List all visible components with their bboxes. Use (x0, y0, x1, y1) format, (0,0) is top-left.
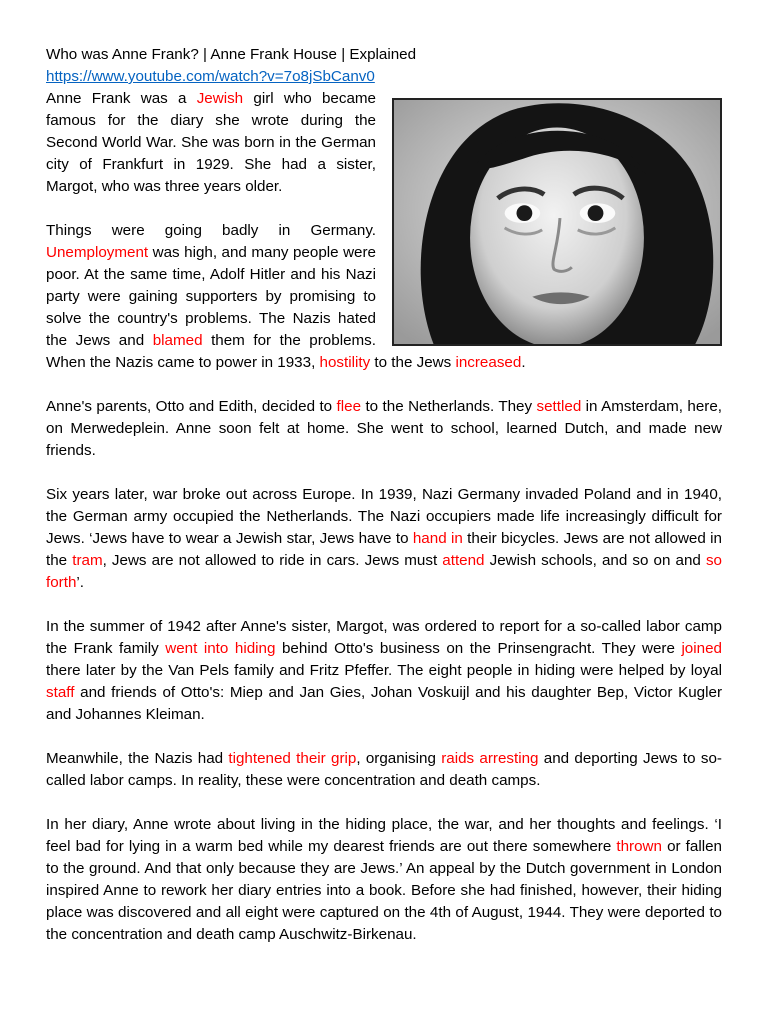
body-text: Anne's parents, Otto and Edith, decided to (46, 398, 337, 415)
body-text: to the Netherlands. They (361, 398, 537, 415)
paragraph-4 (46, 484, 722, 594)
body-text: their bicycles. Jews are not allowed in the (46, 530, 722, 569)
body-text: Anne Frank was a (46, 90, 197, 107)
highlighted-vocab: attend (442, 552, 485, 569)
highlighted-vocab: blamed (152, 332, 203, 349)
body-text: in Amsterdam, here, on Merwedeplein. Anne soon felt at home. She went to school, learned Dutch, and made new friends. (46, 398, 722, 459)
highlighted-vocab: increased (455, 354, 522, 371)
highlighted-vocab: settled (536, 398, 582, 415)
highlighted-vocab: staff (46, 684, 75, 701)
highlighted-vocab: tightened their grip (228, 750, 357, 767)
body-text: Jewish schools, and so on and (484, 552, 706, 569)
portrait-photo-icon (394, 100, 720, 344)
youtube-link[interactable]: https://www.youtube.com/watch?v=7o8jSbCanv0 (46, 68, 375, 85)
paragraph-6 (46, 748, 722, 792)
highlighted-vocab: so forth (46, 552, 722, 591)
body-text: , organising (356, 750, 442, 767)
highlighted-vocab: Unemployment (46, 244, 149, 261)
body-text: ’. (76, 574, 84, 591)
highlighted-vocab: went into hiding (165, 640, 276, 657)
body-text: to the Jews (370, 354, 456, 371)
body-text: girl who became famous for the diary she wrote during the Second World War. She was born in the German city of Frankfurt in 1929. She had a sister, Margot, who was three years older. (46, 90, 376, 195)
body-text: Six years later, war broke out across Europe. In 1939, Nazi Germany invaded Poland and in 1940, the German army occupied the Netherlands. The Nazi occupiers made life increasingly difficult for Jews. ‘Jews have to wear a Jewish star, Jews have to (46, 486, 722, 547)
highlighted-vocab: Jewish (196, 90, 244, 107)
paragraph-5 (46, 616, 722, 726)
body-text: Things were going badly in Germany. (46, 222, 376, 239)
body-text: and friends of Otto's: Miep and Jan Gies, Johan Voskuijl and his daughter Bep, Victor Kugler and Johannes Kleiman. (46, 684, 722, 723)
document-page (46, 44, 722, 968)
body-text: behind Otto's business on the Prinsengracht. They were (275, 640, 682, 657)
highlighted-vocab: hostility (319, 354, 371, 371)
body-text: them for the problems. When the Nazis came to power in 1933, (46, 332, 376, 371)
body-text: In her diary, Anne wrote about living in the hiding place, the war, and her thoughts and feelings. ‘I feel bad for lying in a warm bed while my dearest friends are out there somewhere (46, 816, 722, 855)
body-text: was high, and many people were poor. At the same time, Adolf Hitler and his Nazi party were gaining supporters by promising to solve the country's problems. The Nazis hated the Jews and (46, 244, 376, 349)
body-text: , Jews are not allowed to ride in cars. Jews must (102, 552, 443, 569)
body-text: Meanwhile, the Nazis had (46, 750, 229, 767)
body-text: . (521, 354, 526, 371)
body-text: and deporting Jews to so-called labor camps. In reality, these were concentration and death camps. (46, 750, 722, 789)
paragraph-7 (46, 814, 722, 946)
highlighted-vocab: hand in (412, 530, 463, 547)
highlighted-vocab: thrown (616, 838, 662, 855)
anne-frank-portrait (392, 98, 722, 346)
highlighted-vocab: flee (336, 398, 362, 415)
body-text: or fallen to the ground. And that only because they are Jews.’ An appeal by the Dutch government in London inspired Anne to rework her diary entries into a book. Before she had finished, however, their hiding place was discovered and all eight were captured on the 4th of August, 1944. They were deported to the concentration and death camp Auschwitz-Birkenau. (46, 838, 722, 943)
body-text: there later by the Van Pels family and Fritz Pfeffer. The eight people in hiding were helped by loyal (46, 662, 722, 679)
highlighted-vocab: tram (72, 552, 103, 569)
paragraph-3 (46, 396, 722, 462)
body-text: In the summer of 1942 after Anne's sister, Margot, was ordered to report for a so-called labor camp the Frank family (46, 618, 722, 657)
highlighted-vocab: joined (681, 640, 722, 657)
document-title: Who was Anne Frank? | Anne Frank House | Explained (46, 46, 417, 63)
highlighted-vocab: raids arresting (441, 750, 539, 767)
